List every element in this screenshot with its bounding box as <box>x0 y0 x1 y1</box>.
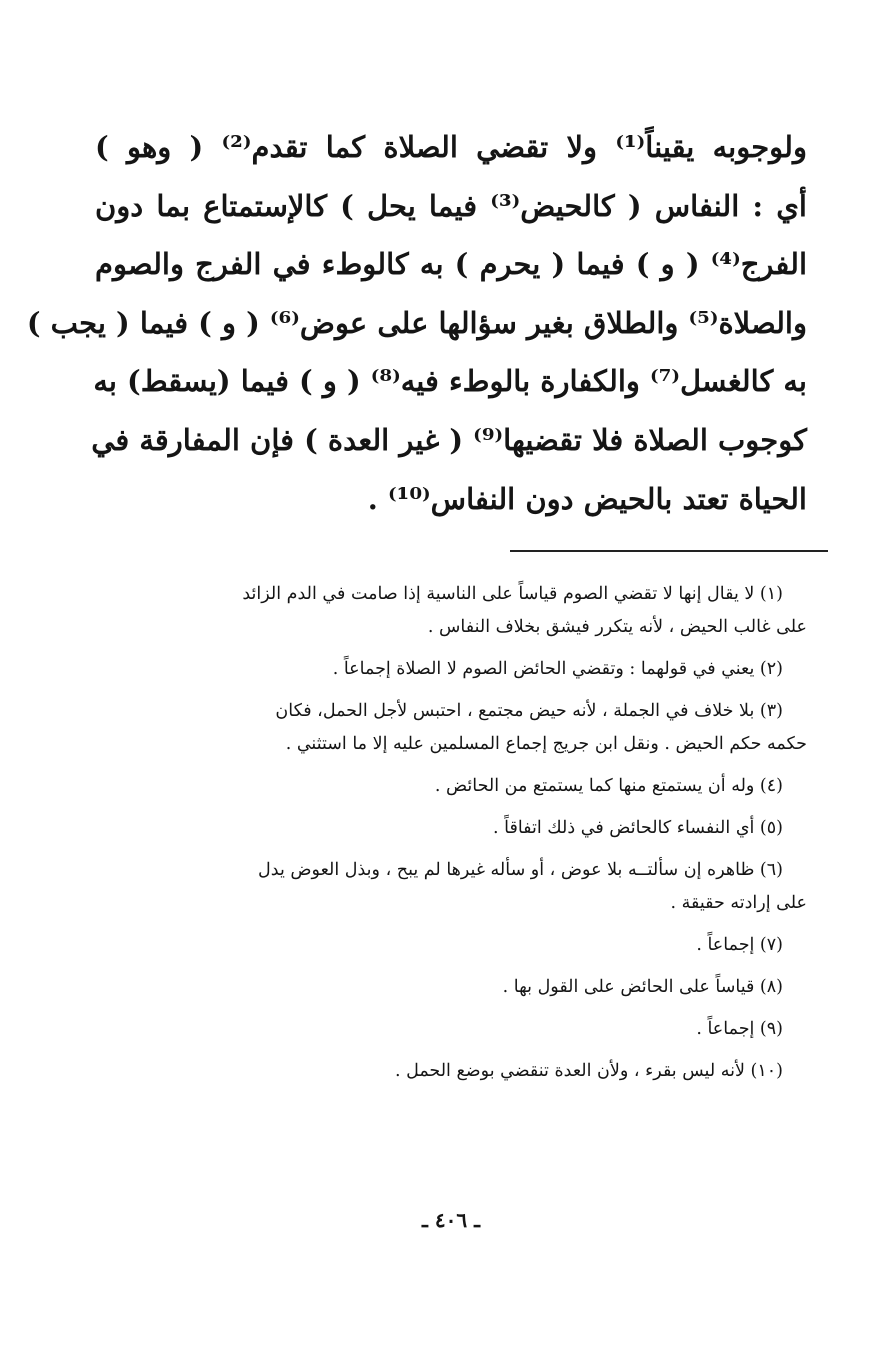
main-text-line: الحياة تعتد بالحيض دون النفاس⁽¹⁰⁾ . <box>367 481 807 516</box>
footnote-line: على غالب الحيض ، لأنه يتكرر فيشق بخلاف النفاس . <box>427 617 807 637</box>
footnote-6 <box>95 854 807 920</box>
footnote-3 <box>95 695 807 761</box>
footnote-line: (٤) وله أن يستمتع منها كما يستمتع من الحائض . <box>434 776 783 796</box>
main-text-line: ولوجوبه يقيناً⁽¹⁾ ولا تقضي الصلاة كما تقدم⁽²⁾ ( وهو ) <box>95 130 807 164</box>
footnote-9 <box>95 1013 807 1046</box>
main-text-line: به كالغسل⁽⁷⁾ والكفارة بالوطء فيه⁽⁸⁾ ( و ) فيما (يسقط) به <box>93 364 807 399</box>
main-text-line: الفرج⁽⁴⁾ ( و ) فيما ( يحرم ) به كالوطء في الفرج والصوم <box>95 247 807 282</box>
footnote-line: (٧) إجماعاً . <box>696 935 783 955</box>
footnote-line: (٥) أي النفساء كالحائض في ذلك اتفاقاً . <box>493 818 783 838</box>
main-text-line: أي : النفاس ( كالحيض⁽³⁾ فيما يحل ) كالإستمتاع بما دون <box>95 188 807 223</box>
footnote-line: (٣) بلا خلاف في الجملة ، لأنه حيض مجتمع ، احتبس لأجل الحمل، فكان <box>275 701 783 721</box>
footnote-4 <box>95 770 807 803</box>
footnote-line: حكمه حكم الحيض . ونقل ابن جريج إجماع المسلمين عليه إلا ما استثني . <box>285 734 807 754</box>
footnote-line: على إرادته حقيقة . <box>670 893 807 913</box>
footnotes-block <box>95 578 807 1097</box>
main-text-line: كوجوب الصلاة فلا تقضيها⁽⁹⁾ ( غير العدة ) فإن المفارقة في <box>91 422 807 457</box>
page-number: ـ ٤٠٦ ـ <box>422 1208 480 1232</box>
footnote-7 <box>95 929 807 962</box>
footnote-separator <box>510 550 828 552</box>
footnote-line: (٦) ظاهره إن سألتــه بلا عوض ، أو سأله غيرها لم يبح ، وبذل العوض يدل <box>258 860 783 880</box>
footnote-line: (٨) قياساً على الحائض على القول بها . <box>502 977 783 997</box>
footnote-line: (٩) إجماعاً . <box>696 1019 783 1039</box>
footnote-5 <box>95 812 807 845</box>
footnote-line: (١٠) لأنه ليس بقرء ، ولأن العدة تنقضي بوضع الحمل . <box>394 1061 783 1081</box>
footnote-10 <box>95 1055 807 1088</box>
main-text-block <box>26 118 807 528</box>
main-text-line: والصلاة⁽⁵⁾ والطلاق بغير سؤالها على عوض⁽⁶⁾ ( و ) فيما ( يجب ) <box>26 305 807 340</box>
footnote-8 <box>95 971 807 1004</box>
footnote-line: (١) لا يقال إنها لا تقضي الصوم قياساً على الناسية إذا صامت في الدم الزائد <box>242 584 783 604</box>
footnote-line: (٢) يعني في قولهما : وتقضي الحائض الصوم لا الصلاة إجماعاً . <box>332 659 783 679</box>
footnote-2 <box>95 653 807 686</box>
footnote-1 <box>95 578 807 644</box>
